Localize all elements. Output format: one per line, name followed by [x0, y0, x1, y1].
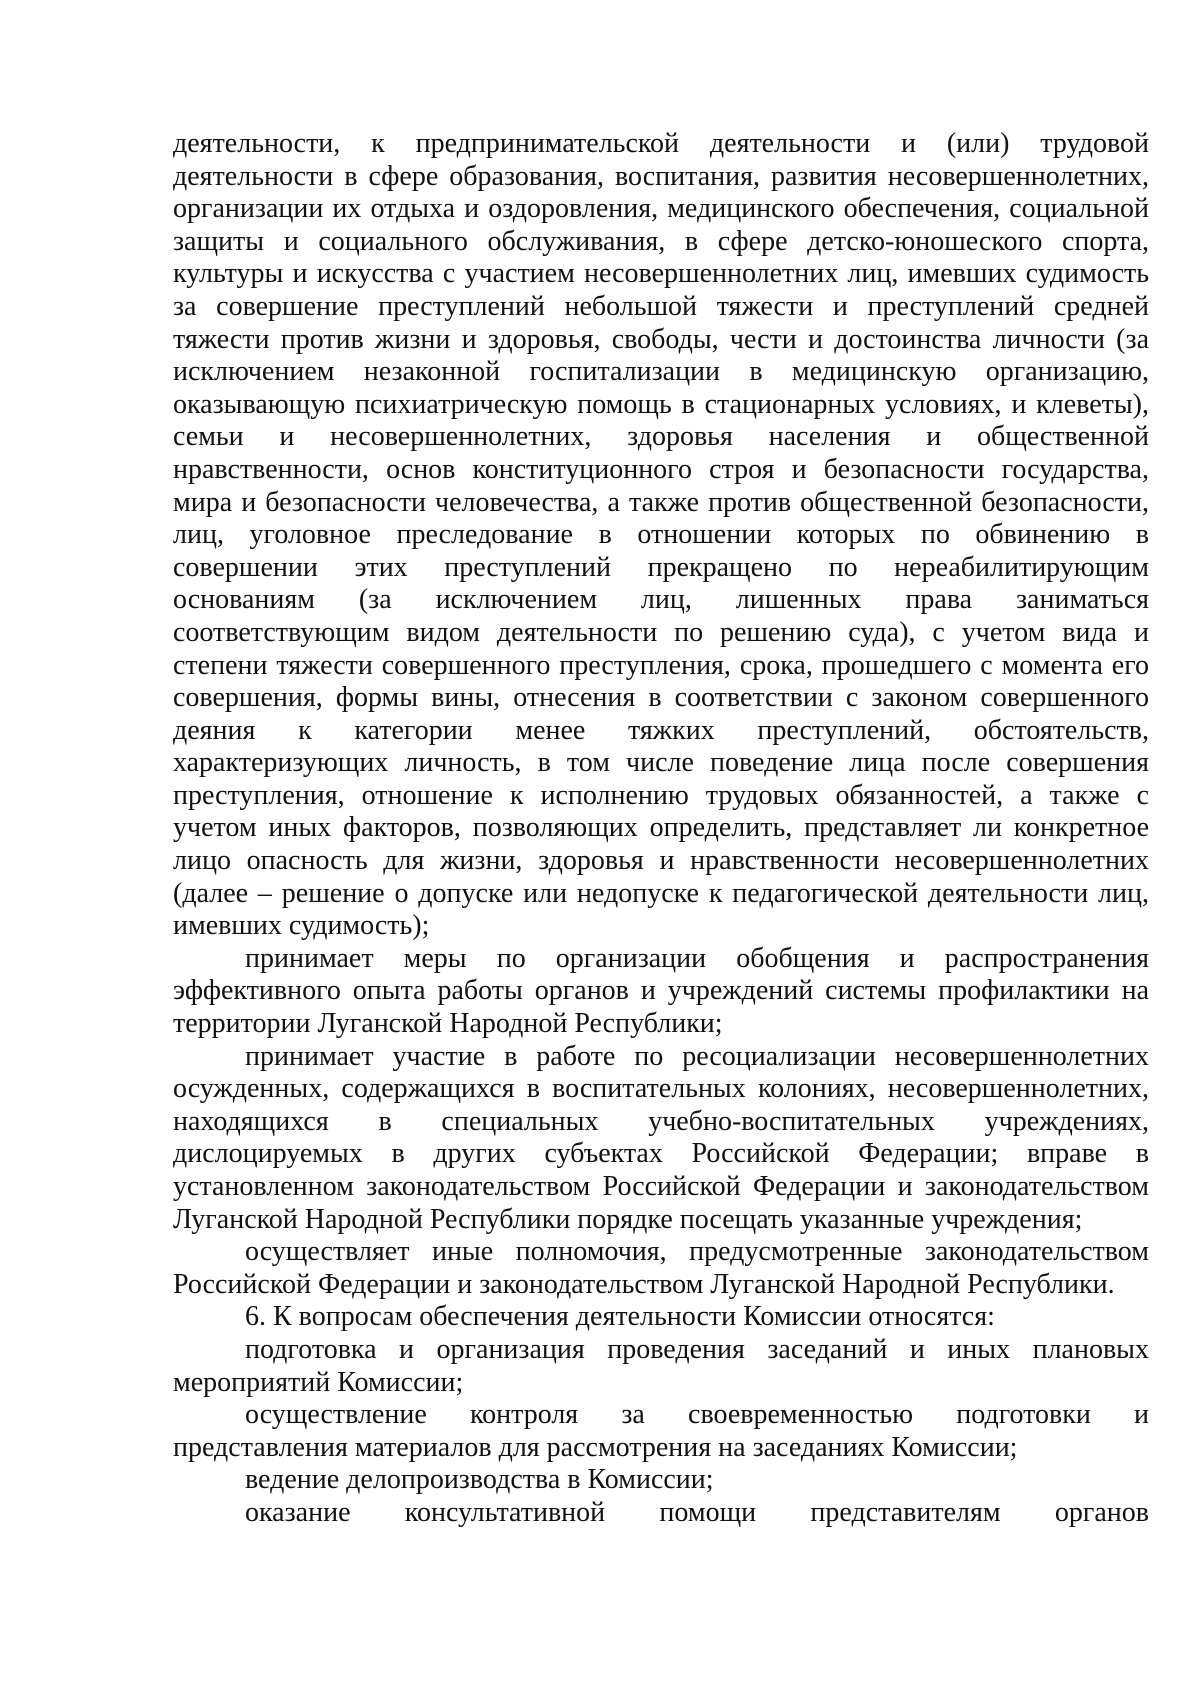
paragraph-consulting-help: оказание консультативной помощи представителям органов [245, 1496, 1149, 1528]
paragraph-other-powers: осуществляет иные полномочия, предусмотренные законодательством Российской Федерации и законодательством Луганской Народной Республики. [173, 1236, 1149, 1300]
paragraph-materials-control: осуществление контроля за своевременностью подготовки и представления материалов для рассмотрения на заседаниях Комиссии; [173, 1399, 1149, 1463]
paragraph-resocialization: принимает участие в работе по ресоциализации несовершеннолетних осужденных, содержащихся в воспитательных колониях, несовершеннолетних, находящихся в специальных учебно-воспитательных учреждениях, дислоцируемых в других субъектах Российской Федерации; вправе в установленном законодательством Российской Федерации и законодательством Луганской Народной Республики порядке посещать указанные учреждения; [173, 1040, 1149, 1235]
paragraph-section-6-heading: 6. К вопросам обеспечения деятельности Комиссии относятся: [245, 1301, 995, 1333]
paragraph-continued-powers-list: деятельности, к предпринимательской деятельности и (или) трудовой деятельности в сфере образования, воспитания, развития несовершеннолетних, организации их отдыха и оздоровления, медицинского обеспечения, социальной защиты и социального обслуживания, в сфере детско-юношеского спорта, культуры и искусства с участием несовершеннолетних лиц, имевших судимость за совершение преступлений небольшой тяжести и преступлений средней тяжести против жизни и здоровья, свободы, чести и достоинства личности (за исключением незаконной госпитализации в медицинскую организацию, оказывающую психиатрическую помощь в стационарных условиях, и клеветы), семьи и несовершеннолетних, здоровья населения и общественной нравственности, основ конституционного строя и безопасности государства, мира и безопасности человечества, а также против общественной безопасности, лиц, уголовное преследование в отношении которых по обвинению в совершении этих преступлений прекращено по нереабилитирующим основаниям (за исключением лиц, лишенных права заниматься соответствующим видом деятельности по решению суда), с учетом вида и степени тяжести совершенного преступления, срока, прошедшего с момента его совершения, формы вины, отнесения в соответствии с законом совершенного деяния к категории менее тяжких преступлений, обстоятельств, характеризующих личность, в том числе поведение лица после совершения преступления, отношение к исполнению трудовых обязанностей, а также с учетом иных факторов, позволяющих определить, представляет ли конкретное лицо опасность для жизни, здоровья и нравственности несовершеннолетних (далее – решение о допуске или недопуске к педагогической деятельности лиц, имевших судимость); [173, 128, 1149, 942]
paragraph-experience-sharing: принимает меры по организации обобщения и распространения эффективного опыта работы органов и учреждений системы профилактики на территории Луганской Народной Республики; [173, 942, 1149, 1040]
paragraph-record-keeping: ведение делопроизводства в Комиссии; [245, 1464, 714, 1496]
document-body [173, 128, 1149, 1530]
paragraph-meeting-preparation: подготовка и организация проведения заседаний и иных плановых мероприятий Комиссии; [173, 1333, 1149, 1398]
